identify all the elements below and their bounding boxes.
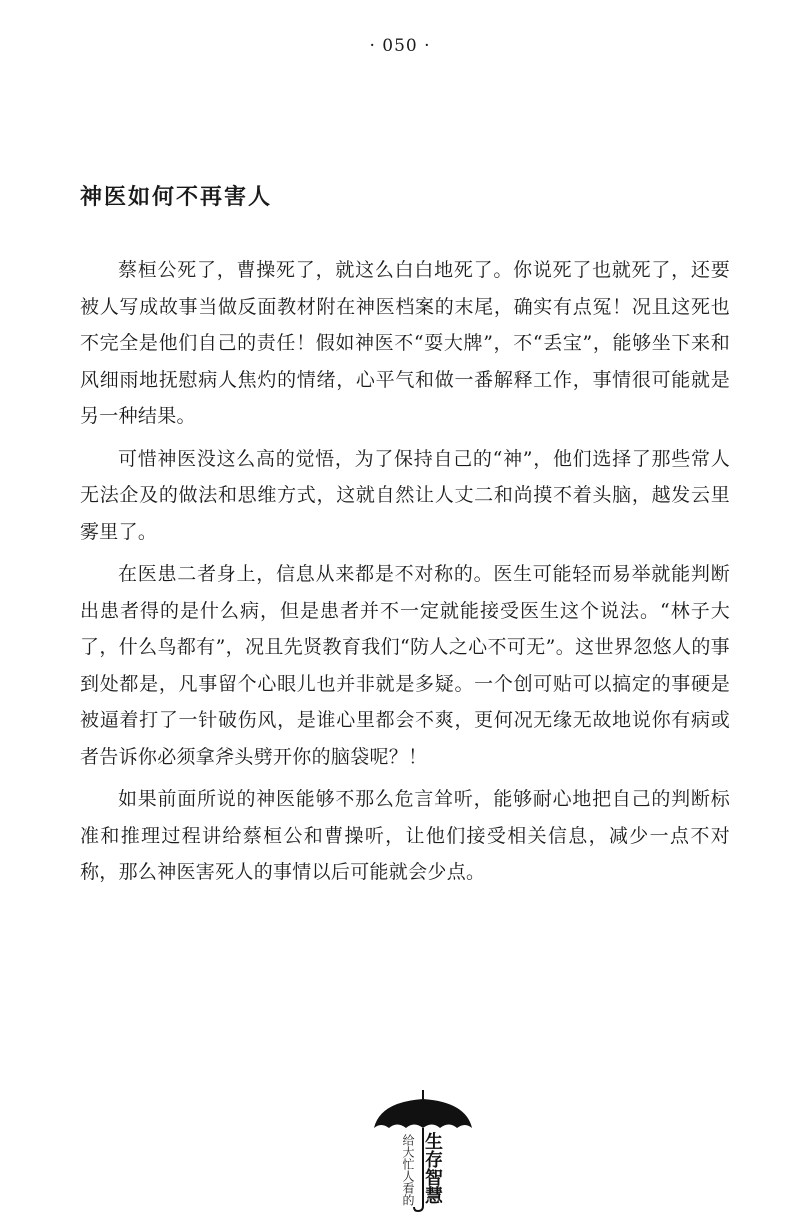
page-number: · 050 · xyxy=(369,36,431,56)
paragraph-1: 蔡桓公死了，曹操死了，就这么白白地死了。你说死了也就死了，还要被人写成故事当做反面教材附在神医档案的末尾，确实有点冤！况且这死也不完全是他们自己的责任！假如神医不“耍大牌”，不“丢宝”，能够坐下来和风细雨地抚慰病人焦灼的情绪，心平气和做一番解释工作，事情很可能就是另一种结果。 xyxy=(80,259,730,427)
paragraph-4: 如果前面所说的神医能够不那么危言耸听，能够耐心地把自己的判断标准和推理过程讲给蔡桓公和曹操听，让他们接受相关信息，减少一点不对称，那么神医害死人的事情以后可能就会少点。 xyxy=(80,788,730,883)
paragraph-3: 在医患二者身上，信息从来都是不对称的。医生可能轻而易举就能判断出患者得的是什么病，但是患者并不一定就能接受医生这个说法。“林子大了，什么鸟都有”，况且先贤教育我们“防人之心不可无”。这世界忽悠人的事到处都是，凡事留个心眼儿也并非就是多疑。一个创可贴可以搞定的事硬是被逼着打了一针破伤风，是谁心里都会不爽，更何况无缘无故地说你有病或者告诉你必须拿斧头劈开你的脑袋呢？！ xyxy=(80,563,730,768)
body-text xyxy=(80,252,730,897)
series-logo xyxy=(372,1088,472,1212)
paragraph-2: 可惜神医没这么高的觉悟，为了保持自己的“神”，他们选择了那些常人无法企及的做法和思维方式，这就自然让人丈二和尚摸不着头脑，越发云里雾里了。 xyxy=(80,447,730,543)
brand-main-title: 生存智慧 xyxy=(422,1132,443,1204)
brand-subtitle: 给大忙人看的 xyxy=(401,1134,415,1206)
section-title: 神医如何不再害人 xyxy=(80,185,273,210)
